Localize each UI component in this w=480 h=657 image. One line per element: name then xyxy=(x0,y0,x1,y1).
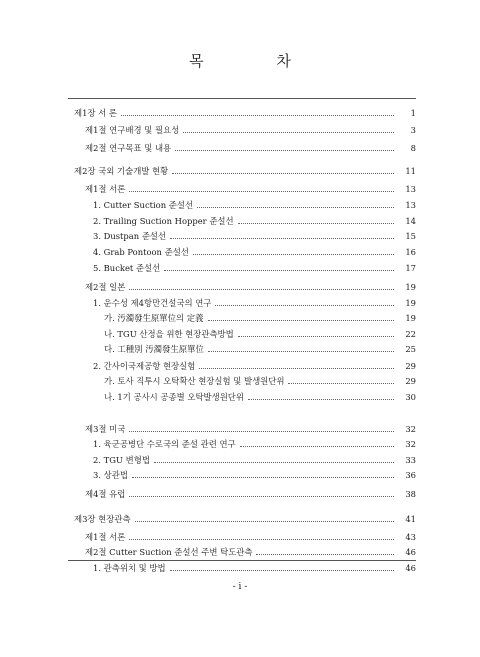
dot-leader xyxy=(240,446,394,447)
toc-entry xyxy=(85,529,416,545)
top-rule xyxy=(68,98,416,99)
dot-leader xyxy=(129,191,394,192)
toc-entry-page: 3 xyxy=(410,125,416,135)
toc-entry xyxy=(74,105,416,121)
dot-leader xyxy=(129,289,394,290)
toc-entry xyxy=(93,358,416,374)
toc-entry xyxy=(85,421,416,437)
dot-leader xyxy=(164,270,394,271)
toc-entry xyxy=(93,260,416,276)
dot-leader xyxy=(135,521,394,522)
dot-leader xyxy=(132,477,394,478)
dot-leader xyxy=(170,570,394,571)
page-footer: - i - xyxy=(232,582,248,592)
toc-entry-page: 13 xyxy=(405,200,416,210)
dot-leader xyxy=(129,496,394,497)
toc-entry-page: 46 xyxy=(405,547,416,557)
dot-leader xyxy=(154,462,394,463)
toc-entry-page: 30 xyxy=(405,392,416,402)
toc-entry xyxy=(104,341,416,357)
toc-entry xyxy=(93,436,416,452)
toc-entry-label: 3. Dustpan 준설선 xyxy=(93,231,167,241)
toc-entry-label: 2. TGU 변형법 xyxy=(93,455,150,465)
dot-leader xyxy=(288,383,394,384)
dot-leader xyxy=(208,351,394,352)
toc-entry-page: 19 xyxy=(405,282,416,292)
toc-entry-page: 29 xyxy=(405,361,416,371)
toc-entry xyxy=(93,452,416,468)
toc-entry-page: 25 xyxy=(405,344,416,354)
toc-entry-label: 가. 汚濁發生原單位의 定義 xyxy=(104,313,204,323)
toc-entry-page: 38 xyxy=(405,489,416,499)
toc-entry-page: 29 xyxy=(405,376,416,386)
toc-entry-page: 46 xyxy=(405,563,416,573)
toc-title: 목 차 xyxy=(189,52,325,70)
toc-entry xyxy=(74,163,416,179)
dot-leader xyxy=(129,539,394,540)
toc-entry-page: 41 xyxy=(405,514,416,524)
toc-entry xyxy=(93,560,416,576)
toc-entry xyxy=(104,389,416,405)
toc-entry-label: 2. 간사이국제공항 현장실험 xyxy=(93,361,196,371)
toc-entry xyxy=(93,197,416,213)
toc-entry xyxy=(104,373,416,389)
dot-leader xyxy=(193,254,394,255)
toc-entry-label: 제1장 서 론 xyxy=(74,108,118,118)
toc-entry-label: 제1절 서론 xyxy=(85,184,126,194)
dot-leader xyxy=(183,132,394,133)
toc-entry xyxy=(85,122,416,138)
toc-entry-label: 제1절 서론 xyxy=(85,532,126,542)
toc-entry xyxy=(93,295,416,311)
toc-entry-page: 11 xyxy=(405,166,416,176)
toc-entry-label: 제3장 현장관측 xyxy=(74,514,131,524)
toc-entry-page: 22 xyxy=(405,329,416,339)
toc-entry-label: 제3절 미국 xyxy=(85,424,126,434)
dot-leader xyxy=(172,173,394,174)
toc-entry-label: 제2절 일본 xyxy=(85,282,126,292)
toc-entry-label: 나. 1기 공사시 공종별 오탁발생원단위 xyxy=(104,392,244,402)
toc-entry-page: 32 xyxy=(405,439,416,449)
toc-entry-label: 제2절 Cutter Suction 준설선 주변 탁도관측 xyxy=(85,547,253,557)
dot-leader xyxy=(238,336,394,337)
toc-entry-label: 5. Bucket 준설선 xyxy=(93,263,161,273)
toc-entry xyxy=(85,279,416,295)
toc-entry xyxy=(104,310,416,326)
dot-leader xyxy=(215,305,394,306)
toc-entry xyxy=(85,544,416,560)
toc-entry-label: 1. 육군공병단 수로국의 준설 관련 연구 xyxy=(93,439,236,449)
toc-entry-page: 19 xyxy=(405,313,416,323)
toc-entry-page: 8 xyxy=(410,143,416,153)
toc-entry-label: 가. 토사 직투시 오탁확산 현장실험 및 발생원단위 xyxy=(104,376,285,386)
dot-leader xyxy=(238,223,394,224)
toc-entry-page: 1 xyxy=(410,108,416,118)
dot-leader xyxy=(208,320,394,321)
dot-leader xyxy=(248,399,394,400)
toc-entry xyxy=(85,181,416,197)
toc-entry-page: 14 xyxy=(405,216,416,226)
toc-entry-page: 33 xyxy=(405,455,416,465)
toc-entry-label: 4. Grab Pontoon 준설선 xyxy=(93,247,189,257)
dot-leader xyxy=(121,115,394,116)
toc-entry-label: 제4절 유럽 xyxy=(85,489,126,499)
toc-entry-label: 1. 운수성 제4항만건설국의 연구 xyxy=(93,298,212,308)
dot-leader xyxy=(129,431,394,432)
dot-leader xyxy=(170,238,394,239)
toc-entry-page: 19 xyxy=(405,298,416,308)
toc-entry xyxy=(93,467,416,483)
toc-entry-page: 16 xyxy=(405,247,416,257)
toc-entry xyxy=(85,486,416,502)
toc-entry-label: 나. TGU 산정을 위한 현장관측방법 xyxy=(104,329,234,339)
toc-entry-label: 1. 관측위치 및 방법 xyxy=(93,563,166,573)
toc-entry-label: 제2장 국외 기술개발 현황 xyxy=(74,166,169,176)
dot-leader xyxy=(197,207,394,208)
toc-entry-page: 43 xyxy=(405,532,416,542)
toc-entry xyxy=(93,244,416,260)
toc-entry-label: 제2절 연구목표 및 내용 xyxy=(85,143,172,153)
toc-entry xyxy=(85,140,416,156)
toc-entry-page: 17 xyxy=(405,263,416,273)
dot-leader xyxy=(199,368,394,369)
toc-entry-page: 15 xyxy=(405,231,416,241)
toc-entry xyxy=(93,213,416,229)
toc-entry-page: 13 xyxy=(405,184,416,194)
toc-entry-label: 다. 工種別 汚濁發生原單位 xyxy=(104,344,204,354)
toc-entry-label: 2. Trailing Suction Hopper 준설선 xyxy=(93,216,234,226)
toc-entry-label: 제1절 연구배경 및 필요성 xyxy=(85,125,180,135)
toc-entry-label: 3. 상관법 xyxy=(93,470,128,480)
toc-entry-page: 36 xyxy=(405,470,416,480)
dot-leader xyxy=(256,554,394,555)
toc-entry xyxy=(104,326,416,342)
toc-entry-label: 1. Cutter Suction 준설선 xyxy=(93,200,194,210)
toc-entry xyxy=(74,511,416,527)
toc-entry-page: 32 xyxy=(405,424,416,434)
toc-entry xyxy=(93,228,416,244)
dot-leader xyxy=(175,150,394,151)
